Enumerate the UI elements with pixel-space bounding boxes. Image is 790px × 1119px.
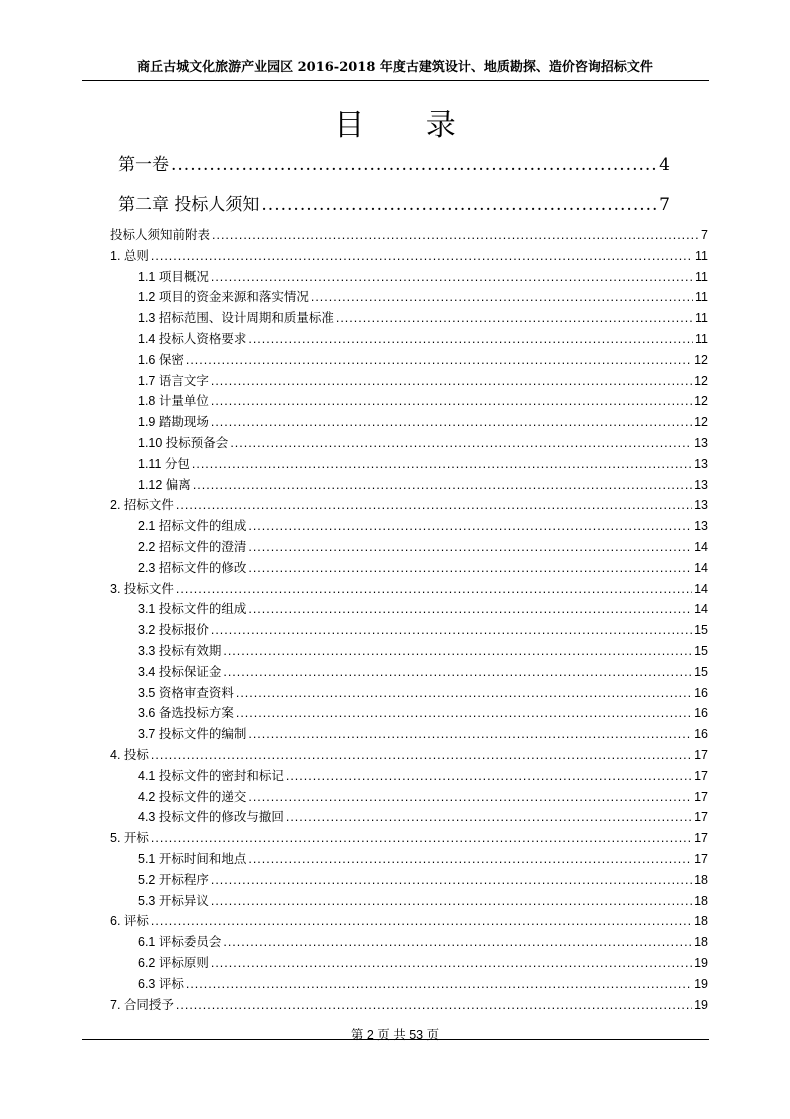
toc-entry-page: 17 xyxy=(694,852,708,866)
toc-entry-page: 16 xyxy=(694,685,708,700)
toc-entry-page: 18 xyxy=(694,935,708,950)
toc-leader-dots xyxy=(211,415,692,429)
toc-entry-label: 7. 合同授予 xyxy=(110,997,174,1012)
toc-entry-page: 12 xyxy=(694,415,708,430)
toc-entry[interactable] xyxy=(138,329,708,347)
toc-entry-page: 14 xyxy=(694,560,708,575)
toc-entry-label: 4. 投标 xyxy=(110,748,149,762)
toc-entry[interactable] xyxy=(110,495,708,513)
toc-leader-dots xyxy=(248,561,692,575)
toc-leader-dots xyxy=(211,873,692,887)
toc-entry-page: 7 xyxy=(701,228,708,242)
toc-entry[interactable] xyxy=(138,953,708,971)
toc-entry[interactable] xyxy=(138,537,708,555)
toc-entry[interactable] xyxy=(110,246,708,264)
toc-leader-dots xyxy=(211,894,692,908)
toc-title: 目 录 xyxy=(334,108,482,143)
toc-entry-label: 2. 招标文件 xyxy=(110,498,174,513)
toc-entry-label: 第一卷 xyxy=(118,155,169,175)
toc-entry-page: 13 xyxy=(694,498,708,513)
toc-entry[interactable] xyxy=(138,662,708,680)
toc-leader-dots xyxy=(151,748,692,762)
toc-entry-page: 17 xyxy=(694,748,708,762)
toc-entry-page: 14 xyxy=(694,602,708,617)
toc-leader-dots xyxy=(248,332,693,346)
toc-entry[interactable] xyxy=(138,807,708,825)
toc-entry[interactable] xyxy=(138,932,708,950)
toc-entry-page: 17 xyxy=(694,831,708,846)
page-header: 商丘古城文化旅游产业园区 2016-2018 年度古建筑设计、地质勘探、造价咨询招标文件 xyxy=(137,60,653,75)
toc-entry-page: 16 xyxy=(694,706,708,721)
toc-entry[interactable] xyxy=(138,433,708,451)
toc-entry[interactable] xyxy=(110,225,708,243)
toc-entry-page: 11 xyxy=(695,290,708,305)
toc-entry-label: 5.1 开标时间和地点 xyxy=(138,852,247,866)
toc-entry-label: 2.2 招标文件的澄清 xyxy=(138,540,247,554)
toc-entry[interactable] xyxy=(138,766,708,784)
toc-leader-dots xyxy=(223,935,692,949)
toc-entry[interactable] xyxy=(110,745,708,763)
toc-leader-dots xyxy=(176,498,692,512)
toc-entry-label: 1.8 计量单位 xyxy=(138,394,209,409)
toc-entry[interactable] xyxy=(138,683,708,701)
toc-entry-label: 1.3 招标范围、设计周期和质量标准 xyxy=(138,311,334,326)
toc-leader-dots xyxy=(186,353,692,367)
toc-entry[interactable] xyxy=(138,454,708,472)
toc-entry-label: 3. 投标文件 xyxy=(110,581,174,596)
toc-leader-dots xyxy=(212,228,699,242)
toc-entry-page: 15 xyxy=(694,644,708,658)
toc-entry-label: 1.11 分包 xyxy=(138,456,190,471)
toc-leader-dots xyxy=(230,436,692,450)
toc-entry[interactable] xyxy=(138,641,708,659)
toc-entry[interactable] xyxy=(110,579,708,597)
toc-leader-dots xyxy=(223,644,692,658)
toc-entry-label: 1.1 项目概况 xyxy=(138,269,209,284)
toc-entry-label: 5.3 开标异议 xyxy=(138,893,209,908)
toc-entry-page: 15 xyxy=(694,664,708,679)
toc-leader-dots xyxy=(151,831,692,845)
toc-entry[interactable] xyxy=(138,620,708,638)
toc-entry-label: 5. 开标 xyxy=(110,831,149,846)
toc-entry-page: 14 xyxy=(694,540,708,554)
toc-leader-dots xyxy=(176,998,692,1012)
toc-entry-page: 7 xyxy=(659,195,670,215)
toc-entry-label: 3.1 投标文件的组成 xyxy=(138,602,247,617)
toc-entry-label: 2.3 招标文件的修改 xyxy=(138,560,247,575)
toc-entry-label: 6.2 评标原则 xyxy=(138,956,209,970)
toc-entry-label: 1.10 投标预备会 xyxy=(138,436,229,450)
toc-entry-label: 6. 评标 xyxy=(110,914,149,929)
toc-entry-label: 1.9 踏勘现场 xyxy=(138,415,209,430)
toc-entry[interactable] xyxy=(138,350,708,368)
toc-entry[interactable] xyxy=(138,724,708,742)
toc-leader-dots xyxy=(336,311,693,325)
toc-entry[interactable] xyxy=(138,599,708,617)
toc-entry[interactable] xyxy=(138,287,708,305)
toc-leader-dots xyxy=(248,540,692,554)
toc-entry[interactable] xyxy=(118,150,670,175)
toc-leader-dots xyxy=(211,956,692,970)
toc-entry-label: 第二章 投标人须知 xyxy=(118,195,260,215)
toc-leader-dots xyxy=(186,977,692,991)
toc-entry-page: 18 xyxy=(694,914,708,929)
toc-entry[interactable] xyxy=(138,974,708,992)
toc-entry-label: 1.4 投标人资格要求 xyxy=(138,332,247,346)
toc-entry-label: 1.12 偏离 xyxy=(138,477,191,492)
toc-leader-dots xyxy=(248,852,692,866)
toc-leader-dots xyxy=(151,249,693,263)
toc-leader-dots xyxy=(171,155,657,175)
toc-entry[interactable] xyxy=(110,911,708,929)
toc-entry-page: 11 xyxy=(695,248,708,263)
toc-entry-page: 15 xyxy=(694,623,708,638)
toc-entry-label: 4.3 投标文件的修改与撤回 xyxy=(138,810,284,825)
toc-entry-page: 17 xyxy=(694,768,708,783)
toc-leader-dots xyxy=(248,727,692,741)
toc-leader-dots xyxy=(248,519,692,533)
toc-entry-page: 19 xyxy=(694,997,708,1012)
toc-entry-page: 18 xyxy=(694,893,708,908)
toc-entry[interactable] xyxy=(138,849,708,867)
toc-entry[interactable] xyxy=(138,787,708,805)
toc-entry-page: 17 xyxy=(694,789,708,804)
toc-leader-dots xyxy=(211,394,692,408)
toc-entry[interactable] xyxy=(138,703,708,721)
toc-entry-label: 投标人须知前附表 xyxy=(110,228,211,242)
toc-entry-label: 1.7 语言文字 xyxy=(138,373,209,388)
toc-entry[interactable] xyxy=(138,870,708,888)
toc-entry-page: 13 xyxy=(694,477,708,492)
toc-entry-page: 11 xyxy=(695,269,708,284)
toc-entry-label: 1.2 项目的资金来源和落实情况 xyxy=(138,290,309,305)
toc-entry-page: 13 xyxy=(694,519,708,534)
toc-entry[interactable] xyxy=(110,995,708,1013)
toc-entry[interactable] xyxy=(138,391,708,409)
toc-entry-page: 4 xyxy=(659,155,670,175)
toc-entry-label: 3.5 资格审查资料 xyxy=(138,685,234,700)
toc-entry-page: 11 xyxy=(695,311,708,326)
toc-entry-page: 14 xyxy=(694,581,708,596)
toc-entry-page: 17 xyxy=(694,810,708,825)
toc-entry[interactable] xyxy=(110,828,708,846)
page-footer: 第 2 页 共 53 页 xyxy=(350,1028,440,1042)
toc-entry[interactable] xyxy=(138,558,708,576)
toc-leader-dots xyxy=(193,478,692,492)
toc-entry-page: 16 xyxy=(694,727,708,742)
toc-entry-label: 5.2 开标程序 xyxy=(138,872,209,887)
toc-leader-dots xyxy=(286,769,692,783)
toc-entry-page: 18 xyxy=(694,872,708,887)
toc-entry-label: 3.3 投标有效期 xyxy=(138,644,222,658)
toc-leader-dots xyxy=(261,195,657,215)
toc-entry-label: 1.6 保密 xyxy=(138,352,184,367)
header-divider xyxy=(82,80,709,81)
toc-entry-label: 3.6 备选投标方案 xyxy=(138,706,234,721)
toc-entry-label: 3.2 投标报价 xyxy=(138,623,209,638)
toc-entry-page: 19 xyxy=(694,976,708,991)
toc-entry-page: 19 xyxy=(694,956,708,970)
toc-leader-dots xyxy=(211,623,692,637)
toc-leader-dots xyxy=(223,665,692,679)
toc-leader-dots xyxy=(176,582,692,596)
toc-entry-label: 2.1 招标文件的组成 xyxy=(138,519,247,534)
toc-leader-dots xyxy=(192,457,692,471)
toc-leader-dots xyxy=(236,686,692,700)
toc-entry-label: 6.1 评标委员会 xyxy=(138,935,222,950)
toc-entry-label: 1. 总则 xyxy=(110,248,149,263)
toc-entry-page: 11 xyxy=(695,332,708,346)
toc-entry-label: 3.7 投标文件的编制 xyxy=(138,727,247,742)
toc-entry-label: 6.3 评标 xyxy=(138,976,184,991)
toc-leader-dots xyxy=(236,706,692,720)
toc-leader-dots xyxy=(248,602,692,616)
toc-entry-page: 12 xyxy=(694,394,708,409)
toc-entry[interactable] xyxy=(118,190,670,215)
toc-entry-page: 13 xyxy=(694,456,708,471)
toc-entry-label: 4.2 投标文件的递交 xyxy=(138,789,247,804)
toc-leader-dots xyxy=(248,790,692,804)
toc-entry[interactable] xyxy=(138,267,708,285)
toc-entry-page: 12 xyxy=(694,373,708,388)
toc-entry-page: 13 xyxy=(694,436,708,450)
toc-leader-dots xyxy=(211,270,693,284)
toc-entry-page: 12 xyxy=(694,352,708,367)
toc-entry[interactable] xyxy=(138,516,708,534)
toc-entry[interactable] xyxy=(138,308,708,326)
toc-entry-label: 4.1 投标文件的密封和标记 xyxy=(138,768,284,783)
toc-leader-dots xyxy=(211,374,692,388)
toc-entry[interactable] xyxy=(138,475,708,493)
toc-leader-dots xyxy=(311,290,693,304)
toc-leader-dots xyxy=(151,914,692,928)
toc-entry-label: 3.4 投标保证金 xyxy=(138,664,222,679)
toc-leader-dots xyxy=(286,810,692,824)
toc-entry[interactable] xyxy=(138,412,708,430)
toc-entry[interactable] xyxy=(138,371,708,389)
toc-entry[interactable] xyxy=(138,891,708,909)
